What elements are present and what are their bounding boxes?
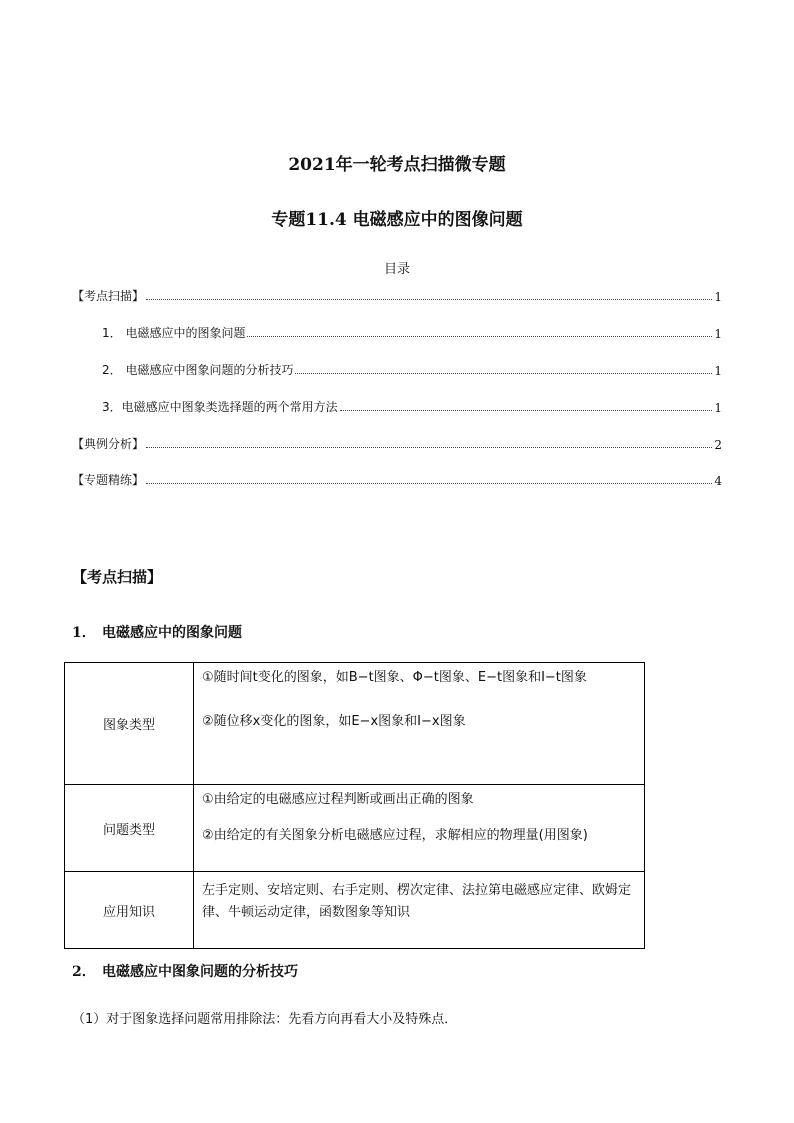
body-paragraph: （1）对于图象选择问题常用排除法：先看方向再看大小及特殊点．: [72, 1012, 458, 1027]
document-title: 2021年一轮考点扫描微专题: [288, 155, 506, 175]
subsection-heading-1: [72, 622, 242, 642]
section-heading: 【考点扫描】: [72, 568, 163, 586]
toc-leader-dots: [295, 372, 712, 374]
toc-entry-label: 【典例分析】: [72, 437, 145, 451]
toc-entry[interactable]: [72, 468, 722, 488]
table-row: [65, 785, 645, 872]
toc-entry-label: 2． 电磁感应中图象问题的分析技巧: [102, 363, 294, 377]
toc-leader-dots: [146, 482, 712, 484]
toc-entry-page: 1: [714, 290, 722, 304]
desc-line: ②随位移x变化的图象，如E−x图象和I−x图象: [202, 714, 466, 729]
toc-entry-label: 【专题精练】: [72, 473, 145, 487]
document-subtitle: 专题11.4 电磁感应中的图像问题: [271, 210, 523, 230]
toc-entry-page: 1: [714, 327, 722, 341]
table-row: [65, 663, 645, 785]
toc-leader-dots: [146, 446, 712, 448]
toc-entry-label: 1． 电磁感应中的图象问题: [102, 326, 246, 340]
row-desc-cell: [194, 785, 645, 872]
desc-line: ①随时间t变化的图象，如B−t图象、Φ−t图象、E−t图象和I−t图象: [202, 670, 587, 685]
toc-entry-page: 2: [714, 438, 722, 452]
desc-line: ②由给定的有关图象分析电磁感应过程，求解相应的物理量(用图象): [202, 828, 588, 843]
toc-leader-dots: [146, 298, 712, 300]
toc-entry[interactable]: [102, 395, 722, 415]
desc-line: ①由给定的电磁感应过程判断或画出正确的图象: [202, 792, 474, 807]
toc-entry-label: 3．电磁感应中图象类选择题的两个常用方法: [102, 400, 338, 414]
row-desc-cell: [194, 663, 645, 785]
toc-entry-label: 【考点扫描】: [72, 289, 145, 303]
toc-leader-dots: [340, 409, 713, 411]
summary-table: [64, 662, 645, 949]
subsection-title: 电磁感应中的图象问题: [102, 625, 242, 641]
subsection-number: 2．: [72, 964, 96, 980]
toc-entry[interactable]: [102, 321, 722, 341]
row-type-cell: 图象类型: [65, 663, 194, 785]
row-type-cell: 应用知识: [65, 872, 194, 949]
toc-entry[interactable]: [72, 432, 722, 452]
subsection-title: 电磁感应中图象问题的分析技巧: [102, 964, 298, 980]
table-row: [65, 872, 645, 949]
toc-entry-page: 1: [714, 401, 722, 415]
toc-entry-page: 1: [714, 364, 722, 378]
row-desc-cell: [194, 872, 645, 949]
toc-entry-page: 4: [714, 474, 722, 488]
toc-leader-dots: [247, 335, 712, 337]
toc-entry[interactable]: [102, 358, 722, 378]
row-type-cell: 问题类型: [65, 785, 194, 872]
toc-entry[interactable]: [72, 284, 722, 304]
toc-heading: 目录: [383, 262, 410, 277]
subsection-heading-2: [72, 961, 298, 981]
desc-line: 左手定则、安培定则、右手定则、楞次定律、法拉第电磁感应定律、欧姆定律、牛顿运动定律，函数图象等知识: [202, 883, 632, 920]
subsection-number: 1．: [72, 625, 96, 641]
